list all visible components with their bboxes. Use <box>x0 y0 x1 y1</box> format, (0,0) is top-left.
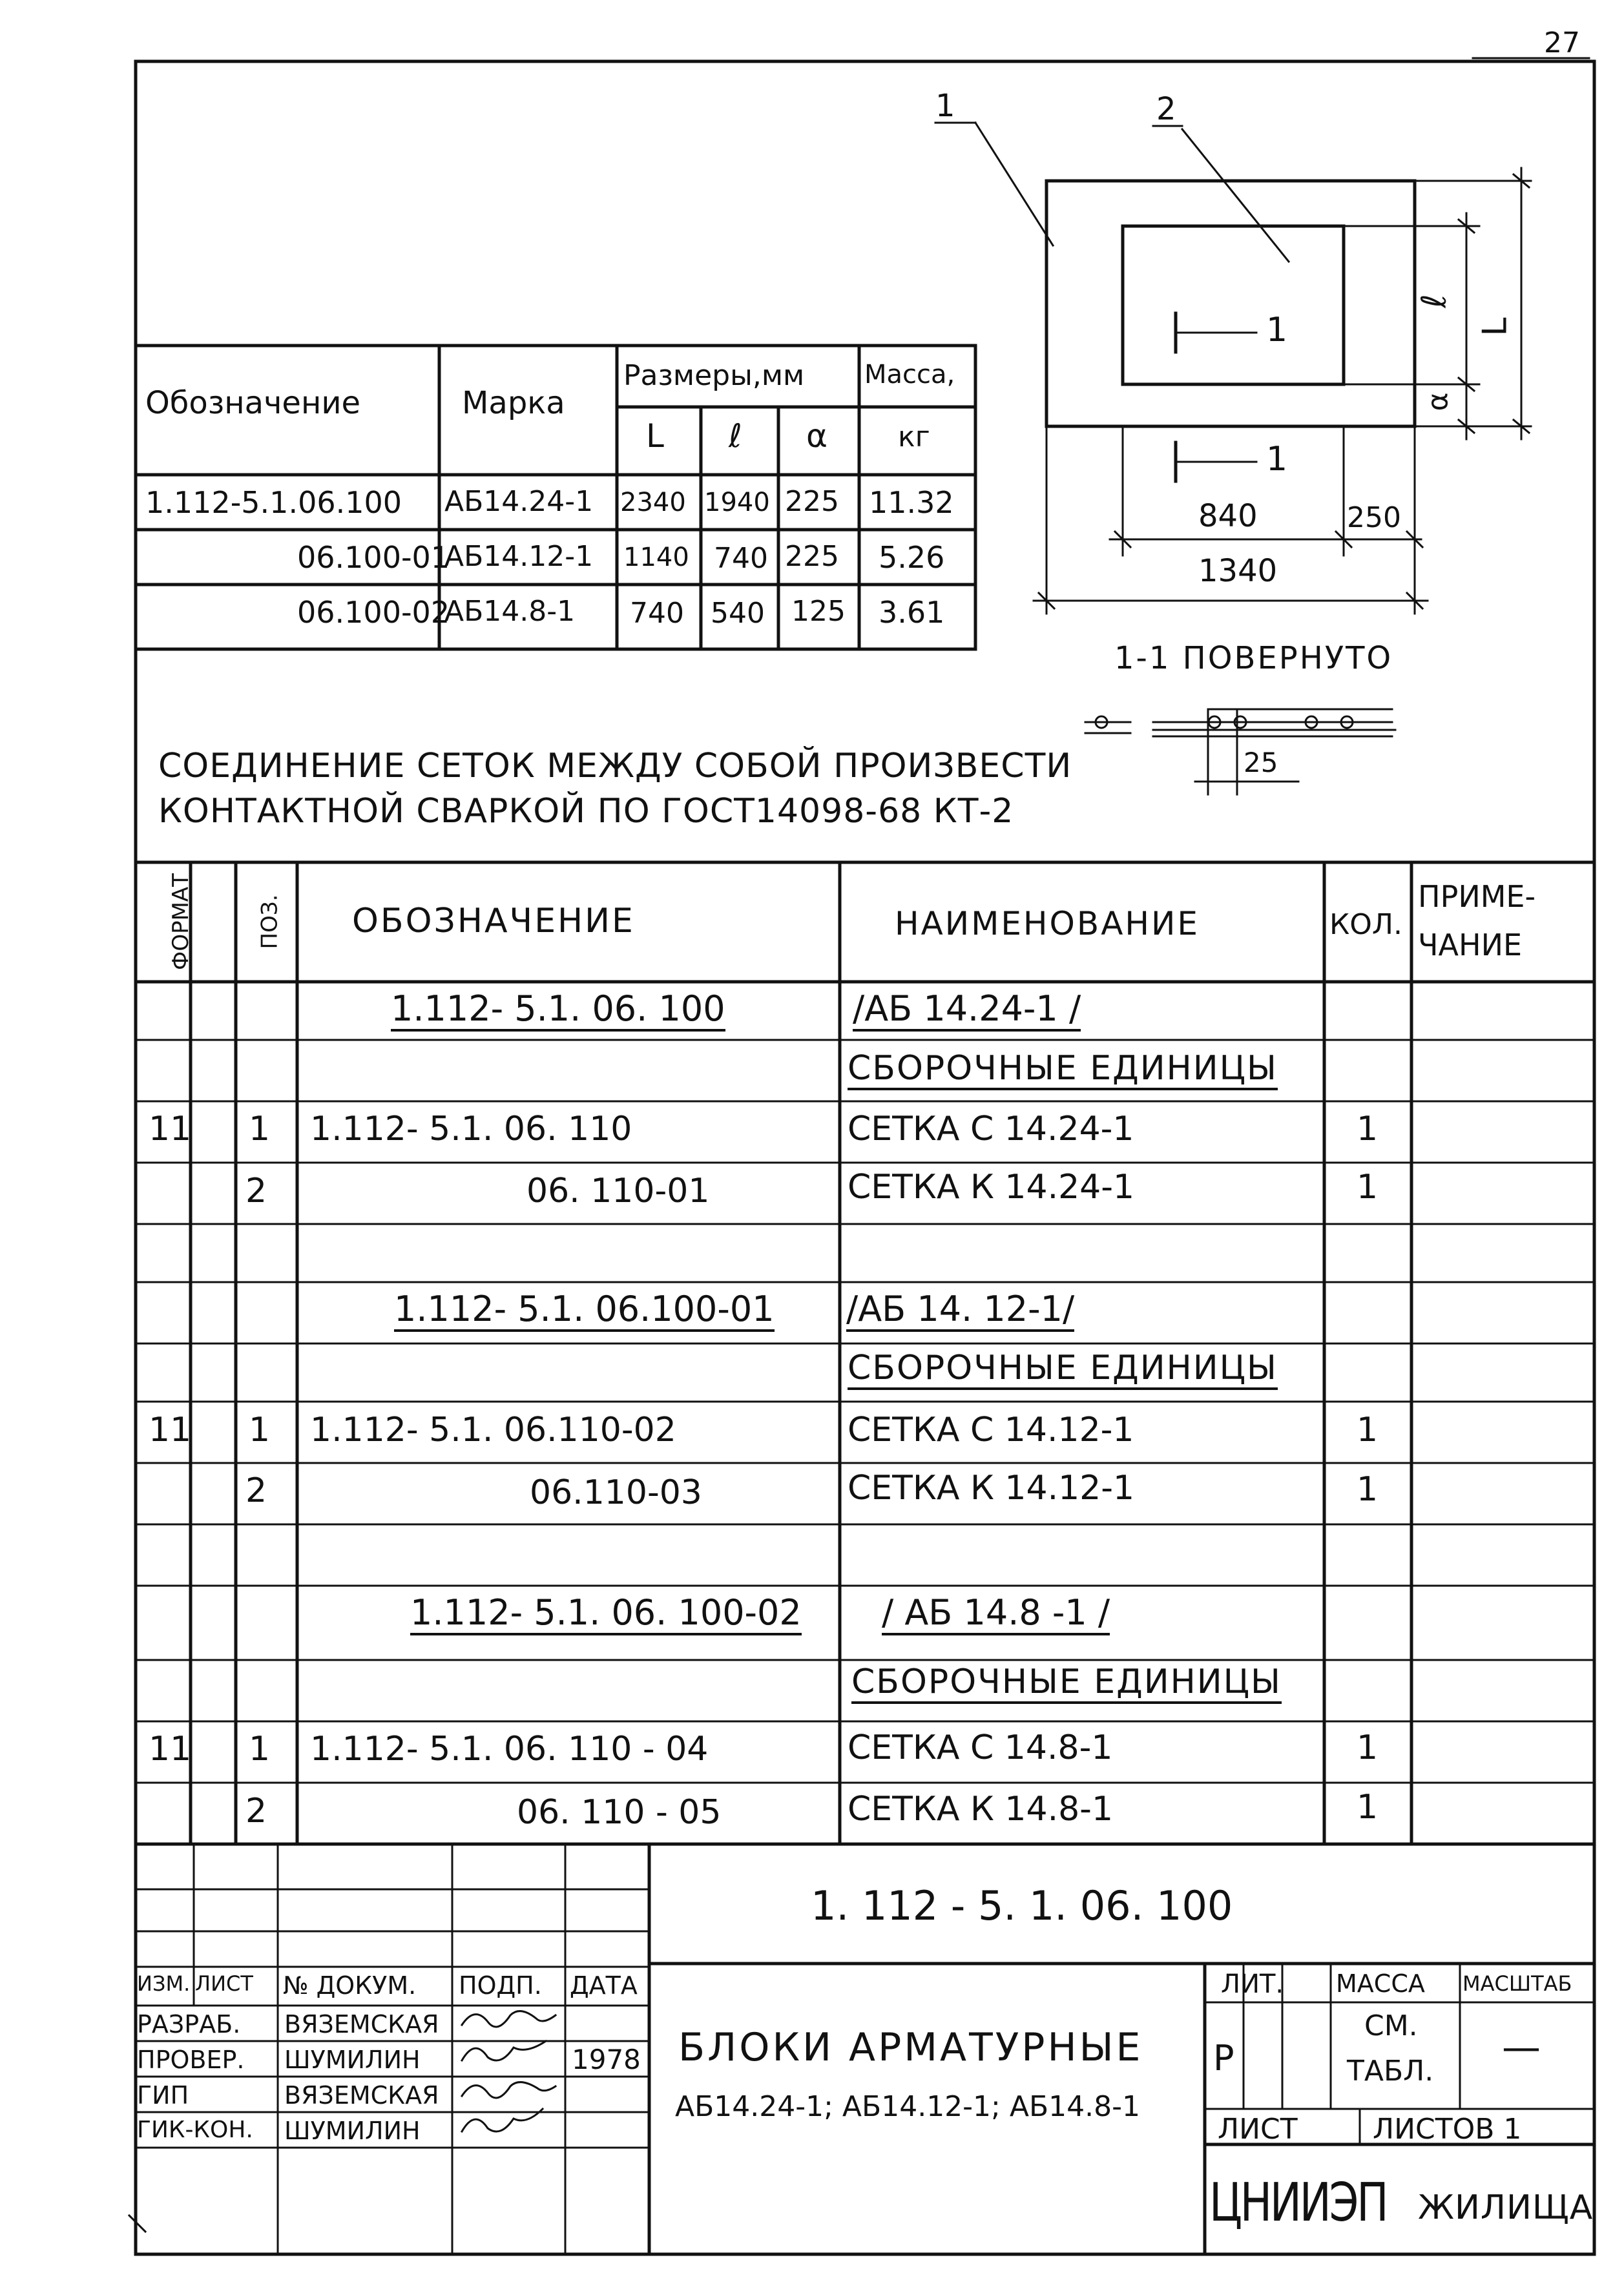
tb-name: ШУМИЛИН <box>284 2046 421 2074</box>
spec-group-sub: СБОРОЧНЫЕ ЕДИНИЦЫ <box>851 1665 1282 1704</box>
tb-name: ВЯЗЕМСКАЯ <box>284 2081 439 2110</box>
tb-role: ПРОВЕР. <box>137 2046 245 2074</box>
sheet-number: 27 <box>1544 26 1580 59</box>
spec-header-prim: ПРИМЕ- <box>1418 879 1536 914</box>
dims-row-oboz: 06.100-02 <box>297 595 450 630</box>
org-name: ЦНИИЭП <box>1209 2172 1387 2234</box>
spec-item-kol: 1 <box>1357 1168 1379 1207</box>
tb-lit-label: ЛИТ. <box>1221 1969 1284 1999</box>
dims-header-razmery: Размеры,мм <box>623 359 805 392</box>
spec-item-oboz: 1.112- 5.1. 06. 110 - 04 <box>310 1730 709 1769</box>
signature <box>462 2011 556 2132</box>
dims-row-m: 5.26 <box>879 540 945 575</box>
tb-header-izm: ИЗМ. <box>137 1971 191 1996</box>
spec-item-naim: СЕТКА К 14.12-1 <box>848 1469 1135 1508</box>
note-line: СОЕДИНЕНИЕ СЕТОК МЕЖДУ СОБОЙ ПРОИЗВЕСТИ <box>158 747 1072 785</box>
spec-item-oboz: 1.112- 5.1. 06. 110 <box>310 1110 632 1148</box>
spec-group-mark: /АБ 14. 12-1/ <box>846 1292 1074 1332</box>
spec-item-naim: СЕТКА К 14.8-1 <box>848 1790 1114 1829</box>
spec-item-pos: 2 <box>245 1792 267 1831</box>
spec-group-title: 1.112- 5.1. 06.100-01 <box>394 1292 775 1332</box>
spec-item-pos: 1 <box>249 1110 271 1148</box>
spec-item-naim: СЕТКА С 14.24-1 <box>848 1110 1134 1148</box>
spec-header-naim: НАИМЕНОВАНИЕ <box>895 905 1200 942</box>
tb-masshtab-value: — <box>1502 2025 1541 2070</box>
spec-item-pos: 1 <box>249 1730 271 1769</box>
tb-masshtab-label: МАСШТАБ <box>1463 1971 1572 1996</box>
spec-item-pos: 1 <box>249 1411 271 1449</box>
tb-name: ВЯЗЕМСКАЯ <box>284 2010 439 2038</box>
spec-item-naim: СЕТКА С 14.12-1 <box>848 1411 1134 1449</box>
spec-item-kol: 1 <box>1357 1728 1379 1767</box>
dims-row-marka: АБ14.8-1 <box>444 595 576 628</box>
dims-header-L: L <box>646 417 664 455</box>
spec-header-prim: ЧАНИЕ <box>1418 928 1523 962</box>
tb-role: ГИП <box>137 2081 189 2110</box>
spec-item-kol: 1 <box>1357 1470 1379 1509</box>
dim-840: 840 <box>1198 498 1258 534</box>
spec-item-naim: СЕТКА С 14.8-1 <box>848 1728 1113 1767</box>
spec-item-kol: 1 <box>1357 1411 1379 1449</box>
dims-row-marka: АБ14.12-1 <box>444 540 594 573</box>
spec-header-oboz: ОБОЗНАЧЕНИЕ <box>352 902 635 940</box>
org-name: ЖИЛИЩА <box>1418 2188 1594 2227</box>
doc-number: 1. 112 - 5. 1. 06. 100 <box>811 1882 1233 1929</box>
dims-header-oboznachenie: Обозначение <box>145 385 361 421</box>
spec-item-format: 11 <box>149 1110 192 1148</box>
pos-label-2: 2 <box>1156 91 1176 127</box>
dims-row-l: 540 <box>711 597 765 630</box>
tb-name: ШУМИЛИН <box>284 2117 421 2145</box>
spec-group-sub: СБОРОЧНЫЕ ЕДИНИЦЫ <box>848 1351 1278 1390</box>
tb-header-data: ДАТА <box>570 1971 638 2000</box>
dims-header-a: α <box>806 417 828 455</box>
spec-item-format: 11 <box>149 1730 192 1769</box>
spec-item-oboz: 06. 110-01 <box>526 1172 710 1210</box>
spec-item-naim: СЕТКА К 14.24-1 <box>848 1168 1135 1207</box>
dim-25: 25 <box>1244 747 1278 778</box>
spec-item-kol: 1 <box>1357 1110 1379 1148</box>
tb-lit-value: Р <box>1213 2038 1234 2079</box>
section-1-1 <box>1085 709 1395 794</box>
spec-item-oboz: 1.112- 5.1. 06.110-02 <box>310 1411 676 1449</box>
dims-row-l: 740 <box>714 542 768 575</box>
section-title: 1-1 ПОВЕРНУТО <box>1114 640 1393 676</box>
dims-row-m: 3.61 <box>879 595 945 630</box>
dims-row-oboz: 1.112-5.1.06.100 <box>145 485 402 520</box>
spec-header-kol: КОЛ. <box>1329 908 1402 941</box>
cut-label: 1 <box>1266 311 1288 349</box>
dims-row-a: 225 <box>785 540 839 573</box>
spec-group-title: 1.112- 5.1. 06. 100 <box>391 991 725 1032</box>
spec-item-kol: 1 <box>1357 1788 1379 1827</box>
spec-item-format: 11 <box>149 1411 192 1449</box>
dims-header-l: ℓ <box>729 417 742 455</box>
dims-row-oboz: 06.100-01 <box>297 540 450 575</box>
side-l-label: ℓ <box>1415 294 1454 308</box>
tb-role: ГИК-КОН. <box>137 2117 253 2143</box>
spec-group-mark: /АБ 14.24-1 / <box>853 991 1081 1032</box>
cut-label: 1 <box>1266 440 1288 479</box>
spec-group-title: 1.112- 5.1. 06. 100-02 <box>410 1595 802 1635</box>
dims-row-a: 225 <box>785 485 839 518</box>
tb-massa-label: МАССА <box>1336 1969 1425 1998</box>
dims-row-L: 1140 <box>623 543 689 572</box>
dim-1340: 1340 <box>1198 553 1278 589</box>
doc-title: БЛОКИ АРМАТУРНЫЕ <box>678 2025 1143 2070</box>
dim-250: 250 <box>1347 501 1401 534</box>
tb-role: РАЗРАБ. <box>137 2010 241 2038</box>
doc-subtitle: АБ14.24-1; АБ14.12-1; АБ14.8-1 <box>675 2090 1140 2123</box>
spec-item-oboz: 06.110-03 <box>530 1473 702 1512</box>
pos-label-1: 1 <box>935 88 955 124</box>
spec-item-pos: 2 <box>245 1471 267 1510</box>
dims-header-massa-unit: кг <box>898 420 930 453</box>
spec-item-oboz: 06. 110 - 05 <box>517 1793 722 1832</box>
tb-massa-value: СМ. <box>1364 2009 1418 2042</box>
spec-item-pos: 2 <box>245 1172 267 1210</box>
side-a-label: α <box>1421 392 1455 411</box>
spec-group-mark: / АБ 14.8 -1 / <box>882 1595 1110 1635</box>
tb-listov-label: ЛИСТОВ 1 <box>1373 2113 1522 2146</box>
tb-header-podp: ПОДП. <box>459 1971 542 2000</box>
plan-drawing <box>935 123 1531 614</box>
dims-row-L: 740 <box>630 597 684 630</box>
spec-header-pos: ПОЗ. <box>256 894 283 949</box>
dims-row-a: 125 <box>791 595 846 628</box>
tb-massa-value: ТАБЛ. <box>1347 2055 1434 2088</box>
dims-row-L: 2340 <box>620 488 686 517</box>
dims-header-massa: Масса, <box>864 360 955 389</box>
tb-header-list: ЛИСТ <box>195 1971 253 1996</box>
dims-row-l: 1940 <box>704 488 770 517</box>
dims-row-marka: АБ14.24-1 <box>444 485 594 518</box>
tb-header-ndok: № ДОКУМ. <box>283 1971 417 2000</box>
note-line: КОНТАКТНОЙ СВАРКОЙ ПО ГОСТ14098-68 КТ-2 <box>158 792 1014 831</box>
tb-list-label: ЛИСТ <box>1218 2113 1298 2146</box>
tb-date: 1978 <box>572 2044 641 2075</box>
dims-row-m: 11.32 <box>869 485 954 520</box>
spec-group-sub: СБОРОЧНЫЕ ЕДИНИЦЫ <box>848 1052 1278 1090</box>
spec-header-format: ФОРМАТ <box>167 873 194 970</box>
dims-header-marka: Марка <box>462 385 565 421</box>
side-L-label: L <box>1475 317 1515 337</box>
